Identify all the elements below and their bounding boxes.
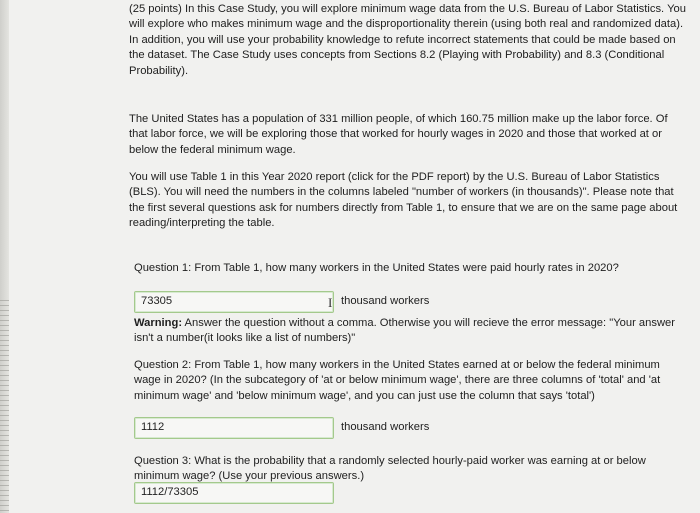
question-2-unit: thousand workers <box>341 421 430 434</box>
question-1-unit: thousand workers <box>341 295 430 308</box>
question-3-answer-row <box>134 481 334 505</box>
question-2-text: Question 2: From Table 1, how many workers in the United States earned at or below the federal minimum wage in 2020? (In the subcategory of 'at or below minimum wage', there are three columns of 'total' and 'at minimum wage' and 'below minimum wage', and you can just use the column that says 'total') <box>134 359 661 402</box>
question-2-answer-value: 1112 <box>141 421 165 434</box>
instructions-paragraph: You will use Table 1 in this Year 2020 report (click for the PDF report) by the U.S. Bureau of Labor Statistics (BLS). You will need the numbers in the columns labeled "number of workers (in thousands)". Please note that the first several questions ask for numbers directly from Table 1, to ensure that we are on the same page about reading/interpreting the table. <box>129 171 678 230</box>
question-1-answer-input[interactable] <box>134 291 334 313</box>
warning-message <box>134 316 689 347</box>
question-3-text: Question 3: What is the probability that a randomly selected hourly-paid worker was earning at or below minimum wage? (Use your previous answers.) <box>134 455 646 483</box>
question-2-answer-row <box>134 416 429 440</box>
text-cursor-icon: I <box>328 295 333 310</box>
question-3-answer-input[interactable] <box>134 482 334 504</box>
question-3-answer-value: 1112/73305 <box>141 486 199 499</box>
question-1-answer-value: 73305 <box>141 295 173 308</box>
warning-label: Warning: <box>134 317 183 329</box>
case-study-page <box>118 0 698 513</box>
population-paragraph: The United States has a population of 331 million people, of which 160.75 million make up the labor force. Of that labor force, we will be exploring those that worked for hourly wages in 2020 and those that worked at or below the federal minimum wage. <box>129 113 668 156</box>
question-1-answer-row <box>134 290 429 314</box>
warning-text: Answer the question without a comma. Otherwise you will recieve the error message: "Your answer isn't a number(it looks like a list of numbers)" <box>134 317 675 345</box>
screen-edge-marks <box>0 300 9 513</box>
intro-paragraph: (25 points) In this Case Study, you will explore minimum wage data from the U.S. Bureau of Labor Statistics. You will explore who makes minimum wage and the disproportionality therein (using both real and randomized data). In addition, you will use your probability knowledge to refute incorrect statements that could be made based on the dataset. The Case Study uses concepts from Sections 8.2 (Playing with Probability) and 8.3 (Conditional Probability). <box>129 3 686 77</box>
question-1-text: Question 1: From Table 1, how many workers in the United States were paid hourly rates in 2020? <box>134 262 619 274</box>
question-2-answer-input[interactable] <box>134 417 334 439</box>
